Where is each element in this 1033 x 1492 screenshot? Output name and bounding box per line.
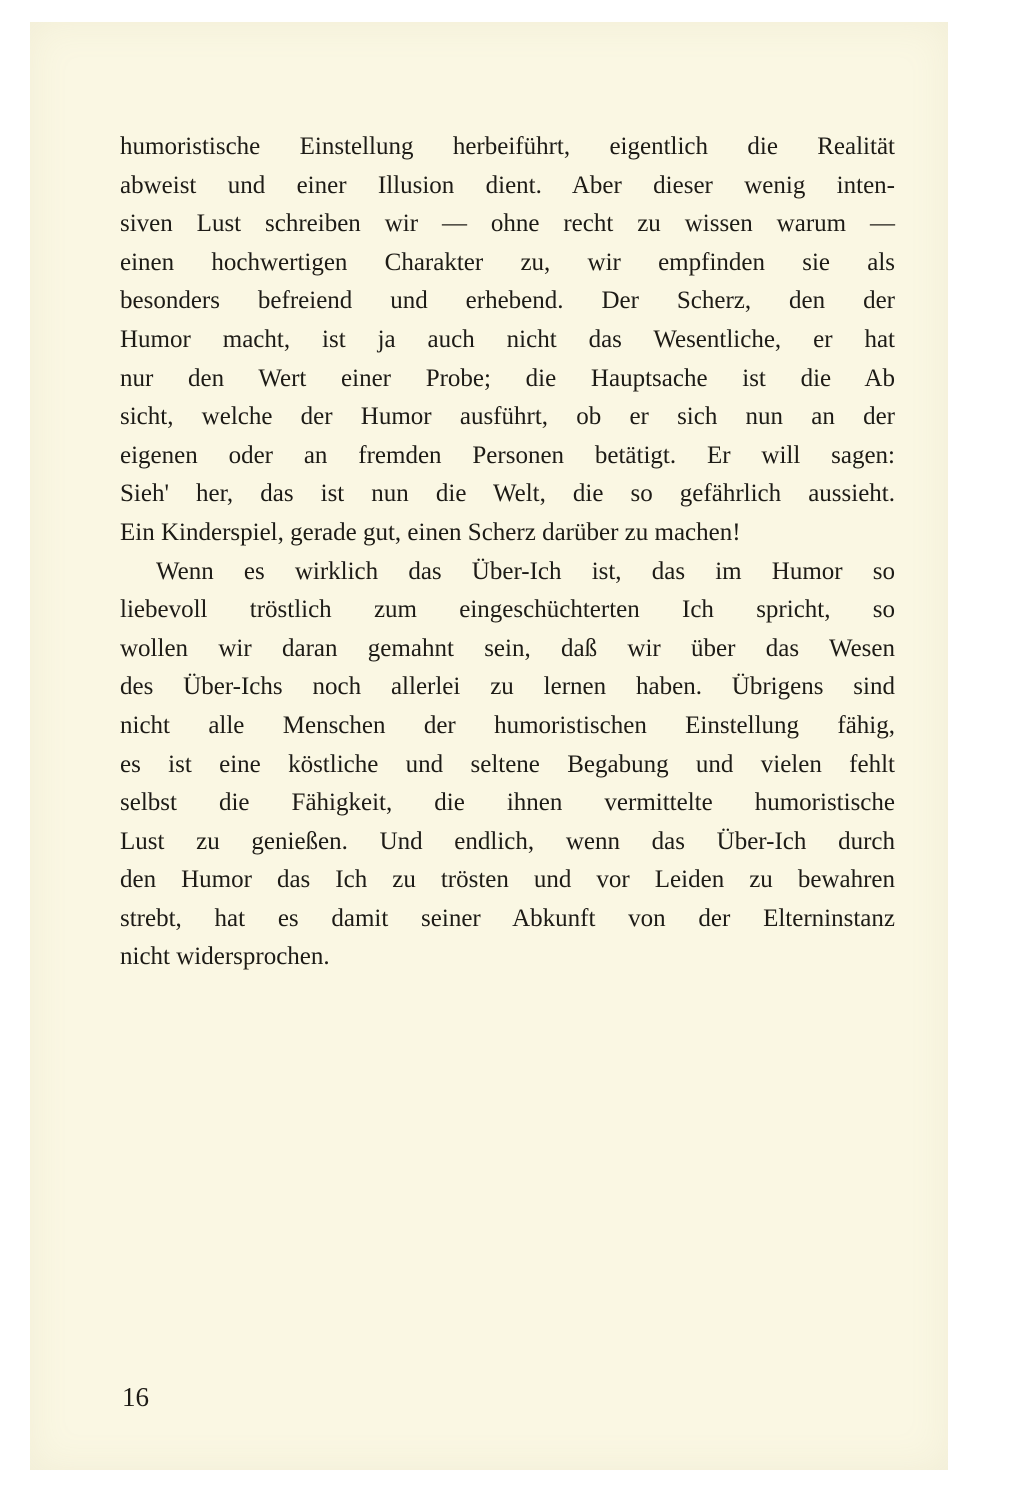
text-line: den Humor das Ich zu trösten und vor Leiden zu bewahren [120,866,895,894]
paragraph [120,128,895,553]
text-line: liebevoll tröstlich zum eingeschüchterten Ich spricht, so [120,596,895,624]
page-number: 16 [122,1382,149,1412]
text-line: selbst die Fähigkeit, die ihnen vermittelte humoristische [120,789,895,817]
text-line: sicht, welche der Humor ausführt, ob er sich nun an der [120,403,895,431]
text-line: humoristische Einstellung herbeiführt, eigentlich die Realität [120,133,895,160]
paragraph [120,553,895,978]
text-line: einen hochwertigen Charakter zu, wir empfinden sie als [120,248,895,276]
book-page [30,22,948,1470]
text-line: des Über-Ichs noch allerlei zu lernen haben. Übrigens sind [120,673,895,701]
text-line: Ein Kinderspiel, gerade gut, einen Scherz darüber zu machen! [120,518,741,546]
text-line: Lust zu genießen. Und endlich, wenn das Über-Ich durch [120,827,895,855]
text-line: nur den Wert einer Probe; die Hauptsache ist die Ab [120,364,895,392]
body-text [120,128,895,977]
text-line: nicht alle Menschen der humoristischen Einstellung fähig, [120,711,895,739]
text-line: strebt, hat es damit seiner Abkunft von der Elterninstanz [120,904,895,932]
text-line: siven Lust schreiben wir — ohne recht zu wissen warum — [120,210,895,238]
text-line: eigenen oder an fremden Personen betätigt. Er will sagen: [120,441,895,469]
text-line: abweist und einer Illusion dient. Aber dieser wenig inten- [120,171,895,199]
text-line: nicht widersprochen. [120,943,330,971]
text-line: besonders befreiend und erhebend. Der Scherz, den der [120,287,895,315]
text-line: Humor macht, ist ja auch nicht das Wesentliche, er hat [120,325,895,353]
text-line: wollen wir daran gemahnt sein, daß wir über das Wesen [120,634,895,662]
text-line: Sieh' her, das ist nun die Welt, die so gefährlich aussieht. [120,480,895,508]
text-line: Wenn es wirklich das Über-Ich ist, das im Humor so [156,557,895,585]
text-line: es ist eine köstliche und seltene Begabung und vielen fehlt [120,750,895,778]
